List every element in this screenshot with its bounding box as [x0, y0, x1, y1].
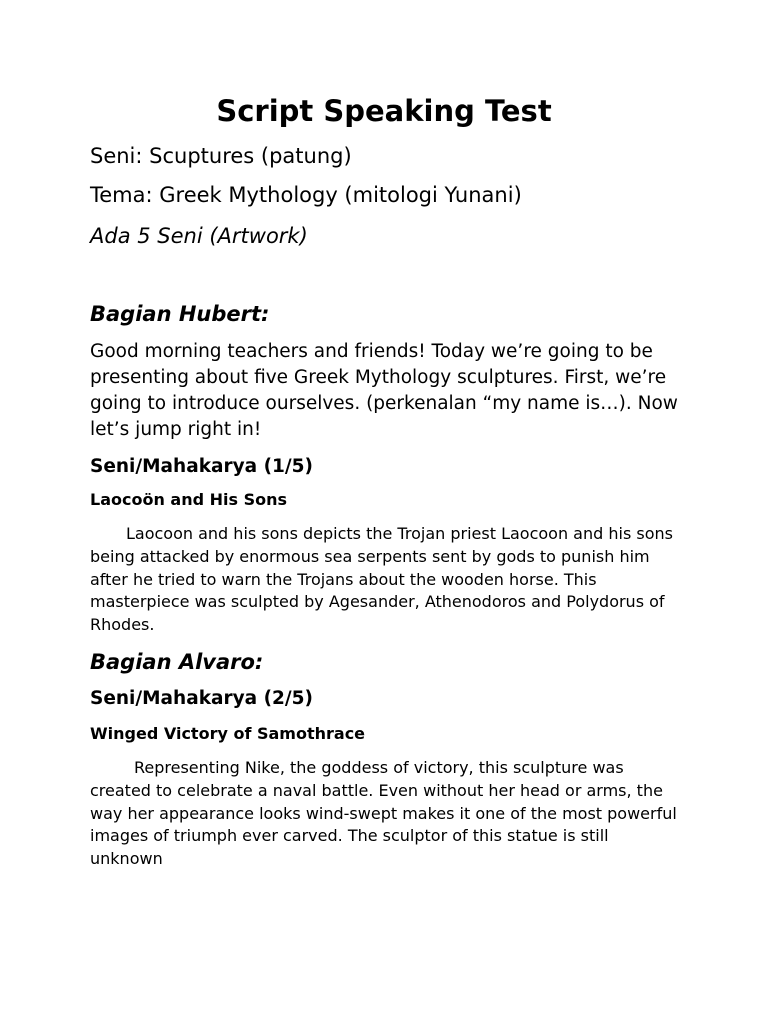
artwork-description-2: Representing Nike, the goddess of victory, this sculpture was created to celebrate a naval battle. Even without her head or arms, the way her appearance looks wind-swept makes it one of the most powerful images of triumph ever carved. The sculptor of this statue is still unknown: [90, 758, 677, 869]
section-heading-hubert: Bagian Hubert:: [90, 302, 270, 326]
document-title: Script Speaking Test: [216, 94, 552, 128]
intro-paragraph: Good morning teachers and friends! Today we’re going to be presenting about five Greek Mythology sculptures. First, we’re going to introduce ourselves. (perkenalan “my name is…). Now let’s jump right in!: [90, 341, 678, 440]
seni-line: Seni: Scuptures (patung): [90, 144, 352, 168]
artwork-description-1: Laocoon and his sons depicts the Trojan priest Laocoon and his sons being attacked by enormous sea serpents sent by gods to punish him after he tried to warn the Trojans about the wooden horse. This masterpiece was sculpted by Agesander, Athenodoros and Polydorus of Rhodes.: [90, 524, 673, 635]
artwork-label-2: Seni/Mahakarya (2/5): [90, 688, 313, 709]
artwork-name-2: Winged Victory of Samothrace: [90, 724, 366, 743]
section-heading-alvaro: Bagian Alvaro:: [90, 650, 264, 674]
artwork-count-line: Ada 5 Seni (Artwork): [90, 224, 308, 248]
artwork-name-1: Laocoön and His Sons: [90, 490, 288, 509]
tema-line: Tema: Greek Mythology (mitologi Yunani): [90, 183, 522, 207]
artwork-label-1: Seni/Mahakarya (1/5): [90, 456, 313, 477]
